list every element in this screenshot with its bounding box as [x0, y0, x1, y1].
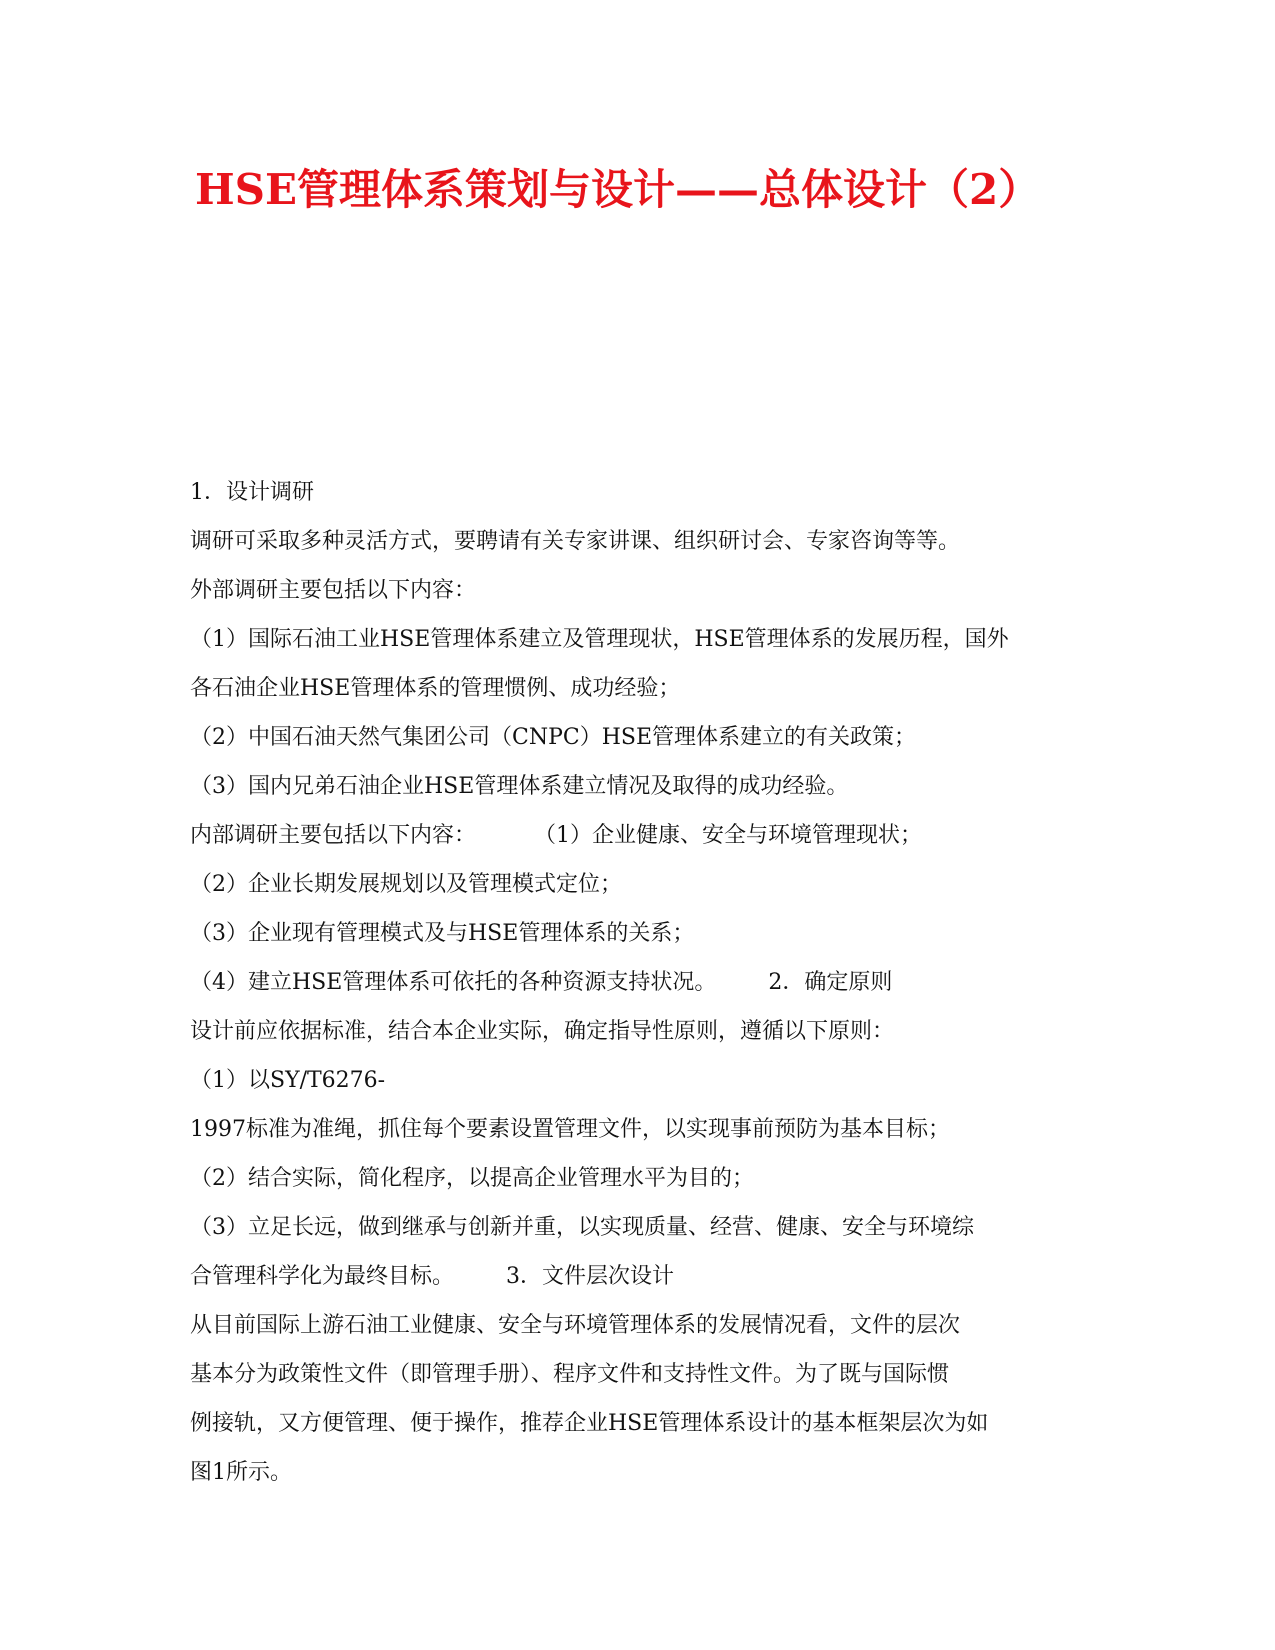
- paragraph-line: （2）结合实际，简化程序，以提高企业管理水平为目的；: [190, 1166, 754, 1191]
- paragraph-line: （2）中国石油天然气集团公司（CNPC）HSE管理体系建立的有关政策；: [190, 725, 917, 750]
- section-heading-design-research: 1．设计调研: [190, 480, 314, 505]
- paragraph-segment: 合管理科学化为最终目标。: [190, 1264, 455, 1289]
- paragraph-line: （3）国内兄弟石油企业HSE管理体系建立情况及取得的成功经验。: [190, 774, 849, 799]
- paragraph-line: 1997标准为准绳，抓住每个要素设置管理文件，以实现事前预防为基本目标；: [190, 1117, 950, 1142]
- section-heading-principles: 2．确定原则: [768, 970, 893, 995]
- paragraph-line: （2）企业长期发展规划以及管理模式定位；: [190, 872, 622, 897]
- paragraph-line: 调研可采取多种灵活方式，要聘请有关专家讲课、组织研讨会、专家咨询等等。: [190, 529, 961, 554]
- paragraph-line: 设计前应依据标准，结合本企业实际，确定指导性原则，遵循以下原则：: [190, 1019, 895, 1044]
- paragraph-line: （3）企业现有管理模式及与HSE管理体系的关系；: [190, 921, 695, 946]
- paragraph-line: 各石油企业HSE管理体系的管理惯例、成功经验；: [190, 676, 681, 701]
- document-body: [190, 468, 1090, 1497]
- paragraph-line: （1）以SY/T6276-: [190, 1068, 386, 1093]
- document-title: HSE管理体系策划与设计——总体设计（2）: [195, 165, 1041, 214]
- paragraph-line: [190, 1252, 1090, 1301]
- paragraph-line: 外部调研主要包括以下内容：: [190, 578, 477, 603]
- paragraph-line: （3）立足长远，做到继承与创新并重，以实现质量、经营、健康、安全与环境综: [190, 1215, 974, 1240]
- paragraph-line: 图1所示。: [190, 1460, 292, 1485]
- paragraph-line: （1）国际石油工业HSE管理体系建立及管理现状，HSE管理体系的发展历程，国外: [190, 627, 1009, 652]
- paragraph-segment: （1）企业健康、安全与环境管理现状；: [534, 823, 923, 848]
- section-heading-document-levels: 3．文件层次设计: [506, 1264, 675, 1289]
- paragraph-line: 从目前国际上游石油工业健康、安全与环境管理体系的发展情况看，文件的层次: [190, 1313, 961, 1338]
- paragraph-line: [190, 958, 1090, 1007]
- paragraph-segment: （4）建立HSE管理体系可依托的各种资源支持状况。: [190, 970, 717, 995]
- paragraph-line: [190, 811, 1090, 860]
- paragraph-segment: 内部调研主要包括以下内容：: [190, 823, 477, 848]
- paragraph-line: 例接轨，又方便管理、便于操作，推荐企业HSE管理体系设计的基本框架层次为如: [190, 1411, 989, 1436]
- paragraph-line: 基本分为政策性文件（即管理手册）、程序文件和支持性文件。为了既与国际惯: [190, 1362, 950, 1387]
